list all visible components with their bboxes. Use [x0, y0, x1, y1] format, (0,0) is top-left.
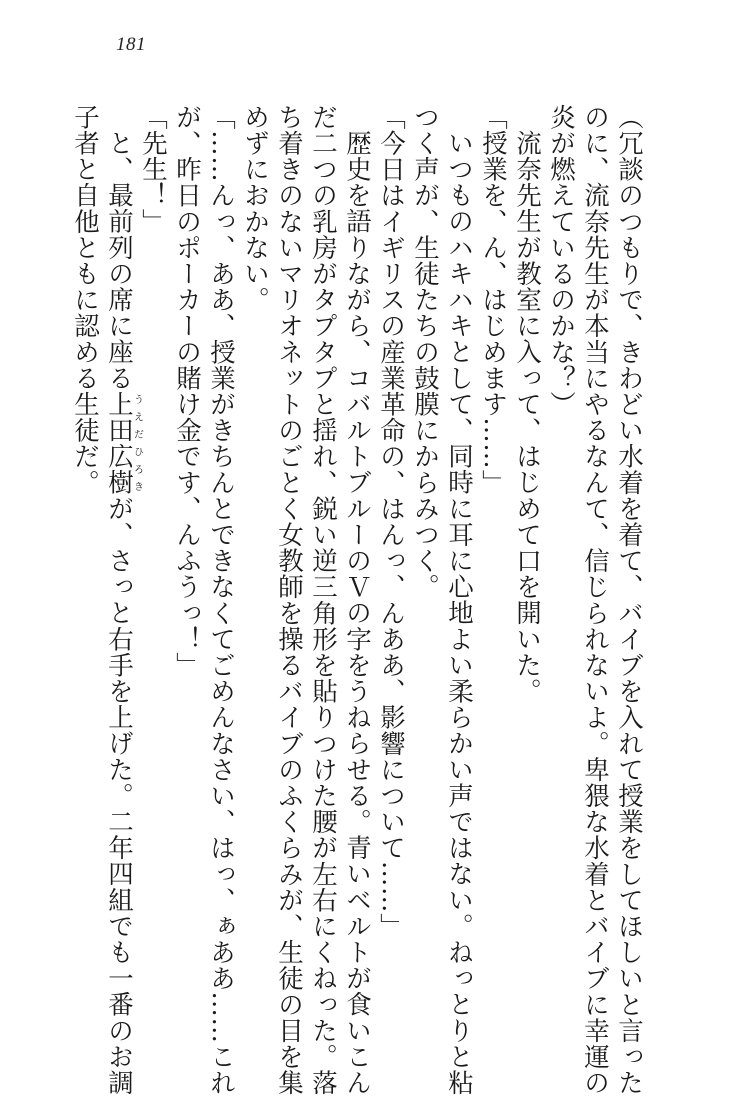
ruby-base: 上田: [104, 391, 134, 444]
text-column: が、昨日のポーカーの賭け金です、んふうっ！」: [172, 104, 202, 679]
text-column: 流奈先生が教室に入って、はじめて口を開いた。: [512, 130, 542, 705]
text-column: いつものハキハキとして、同時に耳に心地よい柔らかい声ではない。ねっとりと粘: [444, 130, 474, 1096]
ruby-before: と、最前列の席に座る: [104, 130, 134, 391]
ruby-after: が、さっと右手を上げた。二年四組でも一番のお調: [104, 495, 134, 1096]
text-column: 歴史を語りながら、コバルトブルーのＶの字をうねらせる。青いベルトが食いこん: [342, 130, 372, 1096]
ruby-name-2: [104, 443, 143, 496]
text-column: 「……んっ、ああ、授業がきちんとできなくてごめんなさい、はっ、ぁああ……これ: [206, 104, 236, 1096]
ruby-base: 広樹: [104, 443, 134, 496]
ruby-reading: うえだ: [131, 391, 143, 444]
text-column: 「先生！」: [138, 104, 168, 235]
ruby-name-1: [104, 391, 143, 444]
text-column-with-ruby: [104, 130, 142, 1096]
text-column: だ二つの乳房がタプタプと揺れ、鋭い逆三角形を貼りつけた腰が左右にくねった。落: [308, 104, 338, 1096]
text-column: （冗談のつもりで、きわどい水着を着て、バイブを入れて授業をしてほしいと言った: [614, 104, 644, 1096]
text-column: つく声が、生徒たちの鼓膜にからみつく。: [410, 104, 440, 600]
text-column: めずにおかない。: [240, 104, 270, 313]
text-column: 炎が燃えているのかな？）: [546, 104, 576, 418]
text-column: ち着きのないマリオネットのごとく女教師を操るバイブのふくらみが、生徒の目を集: [274, 104, 304, 1096]
text-column: のに、流奈先生が本当にやるなんて、信じられないよ。卑猥な水着とバイブに幸運の: [580, 104, 610, 1096]
text-column: 子者と自他ともに認める生徒だ。: [70, 104, 100, 496]
ruby-reading: ひろき: [131, 443, 143, 496]
text-column: 「授業を、ん、はじめます……」: [478, 104, 508, 496]
page-number: 181: [116, 34, 146, 55]
text-column: 「今日はイギリスの産業革命の、はんっ、んああ、影響について……」: [376, 104, 406, 940]
